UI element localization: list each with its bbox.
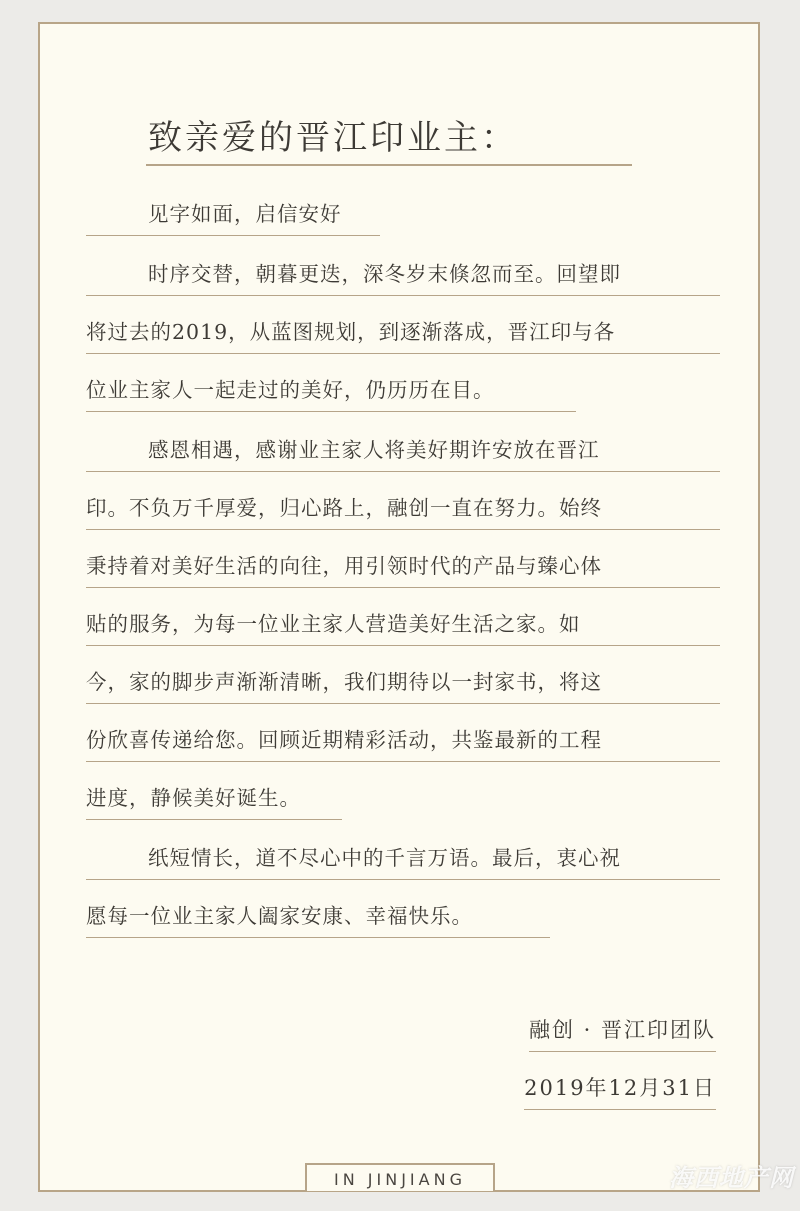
letter-paper: [38, 22, 760, 1192]
letter-line-11: 纸短情长，道不尽心中的千言万语。最后，衷心祝: [86, 840, 720, 880]
letter-line-5: 印。不负万千厚爱，归心路上，融创一直在努力。始终: [86, 490, 720, 530]
title-underline: [146, 164, 632, 166]
footer-badge: IN JINJIANG: [305, 1163, 495, 1191]
letter-line-9: 份欣喜传递给您。回顾近期精彩活动，共鉴最新的工程: [86, 722, 720, 762]
letter-line-1: 时序交替，朝暮更迭，深冬岁末倏忽而至。回望即: [86, 256, 720, 296]
letter-line-8: 今，家的脚步声渐渐清晰，我们期待以一封家书，将这: [86, 664, 720, 704]
letter-line-10: 进度，静候美好诞生。: [86, 780, 342, 820]
greeting-line: 见字如面，启信安好: [86, 196, 380, 236]
watermark-logo: 海西地产网: [669, 1164, 794, 1192]
letter-line-12: 愿每一位业主家人阖家安康、幸福快乐。: [86, 898, 550, 938]
letter-line-6: 秉持着对美好生活的向往，用引领时代的产品与臻心体: [86, 548, 720, 588]
letter-line-7: 贴的服务，为每一位业主家人营造美好生活之家。如: [86, 606, 720, 646]
letter-line-3: 位业主家人一起走过的美好，仍历历在目。: [86, 372, 576, 412]
signature: 融创 · 晋江印团队: [529, 1012, 716, 1052]
letter-line-4: 感恩相遇，感谢业主家人将美好期许安放在晋江: [86, 432, 720, 472]
letter-title: 致亲爱的晋江印业主：: [148, 118, 518, 158]
letter-line-2: 将过去的2019，从蓝图规划，到逐渐落成，晋江印与各: [86, 314, 720, 354]
letter-date: 2019年12月31日: [524, 1070, 716, 1110]
